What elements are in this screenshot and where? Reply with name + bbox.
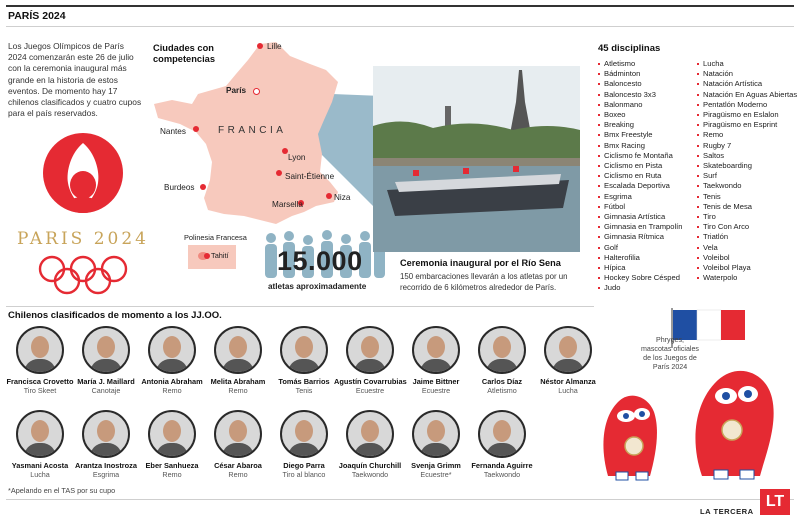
discipline-item: Atletismo [598,59,683,69]
city-marker-tahiti [204,253,210,259]
paris-2024-logo [8,125,158,295]
athlete-sport: Remo [228,470,248,479]
discipline-item: Fútbol [598,202,683,212]
athlete-card [400,410,472,479]
discipline-item: Taekwondo [697,181,797,191]
athlete-sport: Tenis [295,386,313,395]
city-label-paris: París [226,86,247,95]
discipline-item: Bmx Racing [598,141,683,151]
city-label-nantes: Nantes [160,127,186,136]
discipline-item: Judo [598,283,683,293]
athlete-photo [280,326,328,374]
city-label-lille: Lille [267,42,282,51]
polynesia-title: Polinesia Francesa [184,233,247,242]
athlete-name: Eber Sanhueza [145,461,199,470]
discipline-item: Baloncesto [598,79,683,89]
olympic-rings-icon [28,253,138,297]
athlete-card [268,410,340,479]
discipline-item: Halterofilia [598,253,683,263]
athlete-card [202,410,274,479]
city-marker-saint-etienne [276,170,282,176]
athlete-sport: Esgrima [92,470,120,479]
athlete-name: Arantza Inostroza [74,461,137,470]
athlete-card [202,326,274,395]
athlete-photo [478,326,526,374]
city-label-niza: Niza [334,193,351,202]
section-title: PARÍS 2024 [8,10,66,22]
athlete-name: Svenja Grimm [411,461,461,470]
athlete-card [70,410,142,479]
discipline-item: Tiro Con Arco [697,222,797,232]
athlete-photo [280,410,328,458]
footer-divider [6,499,794,500]
athlete-name: María J. Maillard [77,377,135,386]
athlete-name: Agustín Covarrubias [334,377,407,386]
athlete-card [466,326,538,395]
athlete-photo [346,410,394,458]
discipline-item: Gimnasia Artística [598,212,683,222]
athlete-card [268,326,340,395]
city-label-tahiti: Tahití [211,251,229,260]
athletes-number: 15.000 [277,246,363,276]
athlete-sport: Lucha [558,386,578,395]
discipline-item: Esgrima [598,192,683,202]
athlete-photo [148,326,196,374]
athlete-sport: Lucha [30,470,50,479]
athlete-photo [412,410,460,458]
discipline-item: Ciclismo fe Montaña [598,151,683,161]
athlete-photo [148,410,196,458]
athlete-photo [214,326,262,374]
athlete-name: Francisca Crovetto [6,377,74,386]
athlete-photo [16,326,64,374]
athlete-name: Diego Parra [283,461,325,470]
athlete-sport: Ecuestre* [420,470,452,479]
athlete-photo [412,326,460,374]
athlete-photo [478,410,526,458]
athlete-photo [544,326,592,374]
discipline-item: Bmx Freestyle [598,130,683,140]
olympic-flame-icon [8,125,158,225]
country-label: FRANCIA [218,125,287,136]
brand-name: LA TERCERA [700,507,754,516]
discipline-item: Lucha [697,59,797,69]
athlete-name: Fernanda Aguirre [471,461,533,470]
athlete-sport: Remo [228,386,248,395]
disciplines-list-col1 [598,59,683,294]
athlete-photo [16,410,64,458]
discipline-item: Voleibol Playa [697,263,797,273]
city-label-saint-etienne: Saint-Étienne [285,172,335,181]
city-marker-niza [326,193,332,199]
chilenos-title: Chilenos clasificados de momento a los JJ.OO. [8,310,222,321]
discipline-item: Skateboarding [697,161,797,171]
discipline-item: Boxeo [598,110,683,120]
athlete-card [4,410,76,479]
athlete-sport: Tiro Skeet [23,386,57,395]
athlete-name: Antonia Abraham [141,377,203,386]
ceremony-title: Ceremonia inaugural por el Río Sena [400,258,561,268]
athletes-label: atletas aproximadamente [268,282,367,291]
athlete-name: Melita Abraham [210,377,266,386]
disciplines-list-col2 [697,59,797,283]
discipline-item: Piragüismo en Esprint [697,120,797,130]
discipline-item: Vela [697,243,797,253]
athlete-card [334,326,406,395]
discipline-item: Voleibol [697,253,797,263]
athlete-sport: Taekwondo [483,470,521,479]
discipline-item: Natación Artística [697,79,797,89]
athlete-name: Jaime Bittner [412,377,460,386]
discipline-item: Bádminton [598,69,683,79]
phryges-mascots-icon [590,358,790,483]
eiffel-tower-icon [373,66,580,252]
athlete-name: César Abaroa [214,461,262,470]
athlete-sport: Remo [162,470,182,479]
athlete-photo [214,410,262,458]
athlete-card [400,326,472,395]
discipline-item: Gimnasia Rítmica [598,232,683,242]
athlete-card [70,326,142,395]
discipline-item: Pentatlón Moderno [697,100,797,110]
discipline-item: Baloncesto 3x3 [598,90,683,100]
athlete-name: Tomás Barrios [278,377,330,386]
athlete-sport: Taekwondo [351,470,389,479]
mascots-caption: Phryges, mascotas oficiales de los Juegos de París 2024 [641,336,699,371]
athlete-sport: Ecuestre [355,386,385,395]
discipline-item: Breaking [598,120,683,130]
athlete-name: Joaquín Churchill [338,461,402,470]
discipline-item: Triatlón [697,232,797,242]
city-marker-nantes [193,126,199,132]
city-marker-burdeos [200,184,206,190]
athlete-sport: Remo [162,386,182,395]
seine-ceremony-photo [373,66,580,252]
header-divider [6,26,794,27]
disciplines-title: 45 disciplinas [598,43,661,54]
discipline-item: Waterpolo [697,273,797,283]
discipline-item: Rugby 7 [697,141,797,151]
discipline-item: Golf [598,243,683,253]
athlete-sport: Atletismo [487,386,517,395]
city-marker-paris [253,88,260,95]
athlete-name: Carlos Díaz [481,377,523,386]
discipline-item: Balonmano [598,100,683,110]
la-tercera-logo: LT [760,489,790,515]
chilenos-divider [6,306,594,307]
discipline-item: Natación En Aguas Abiertas [697,90,797,100]
athlete-card [136,326,208,395]
athlete-name: Néstor Almanza [540,377,596,386]
discipline-item: Tenis [697,192,797,202]
athlete-card [136,410,208,479]
top-rule [6,5,794,7]
discipline-item: Piragüismo en Eslalon [697,110,797,120]
discipline-item: Hípica [598,263,683,273]
city-label-burdeos: Burdeos [164,183,195,192]
discipline-item: Ciclismo en Ruta [598,171,683,181]
discipline-item: Hockey Sobre Césped [598,273,683,283]
athlete-photo [82,410,130,458]
athlete-sport: Canotaje [91,386,121,395]
discipline-item: Ciclismo en Pista [598,161,683,171]
city-marker-lille [257,43,263,49]
discipline-item: Natación [697,69,797,79]
athlete-card [4,326,76,395]
discipline-item: Escalada Deportiva [598,181,683,191]
map-title: Ciudades con competencias [153,43,216,64]
footnote: *Apelando en el TAS por su cupo [8,486,116,495]
athlete-photo [346,326,394,374]
discipline-item: Gimnasia en Trampolín [598,222,683,232]
intro-text: Los Juegos Olímpicos de París 2024 comenzarán este 26 de julio con la ceremonia inaugural más grande en la historia de estos eventos. De momento hay 17 chilenos clasificados y cuatro cupos para el país reservados. [8,41,142,119]
city-label-lyon: Lyon [288,153,306,162]
athlete-name: Yasmani Acosta [11,461,69,470]
discipline-item: Saltos [697,151,797,161]
discipline-item: Tenis de Mesa [697,202,797,212]
city-label-marsella: Marsella [272,200,303,209]
athlete-card [334,410,406,479]
athlete-sport: Tiro al blanco [282,470,326,479]
ceremony-text: 150 embarcaciones llevarán a los atletas por un recorrido de 6 kilómetros alrededor de París. [400,272,568,292]
discipline-item: Remo [697,130,797,140]
paris-2024-wordmark: PARIS 2024 [17,229,149,249]
discipline-item: Surf [697,171,797,181]
athlete-photo [82,326,130,374]
discipline-item: Tiro [697,212,797,222]
athlete-card [466,410,538,479]
athlete-sport: Ecuestre [421,386,451,395]
